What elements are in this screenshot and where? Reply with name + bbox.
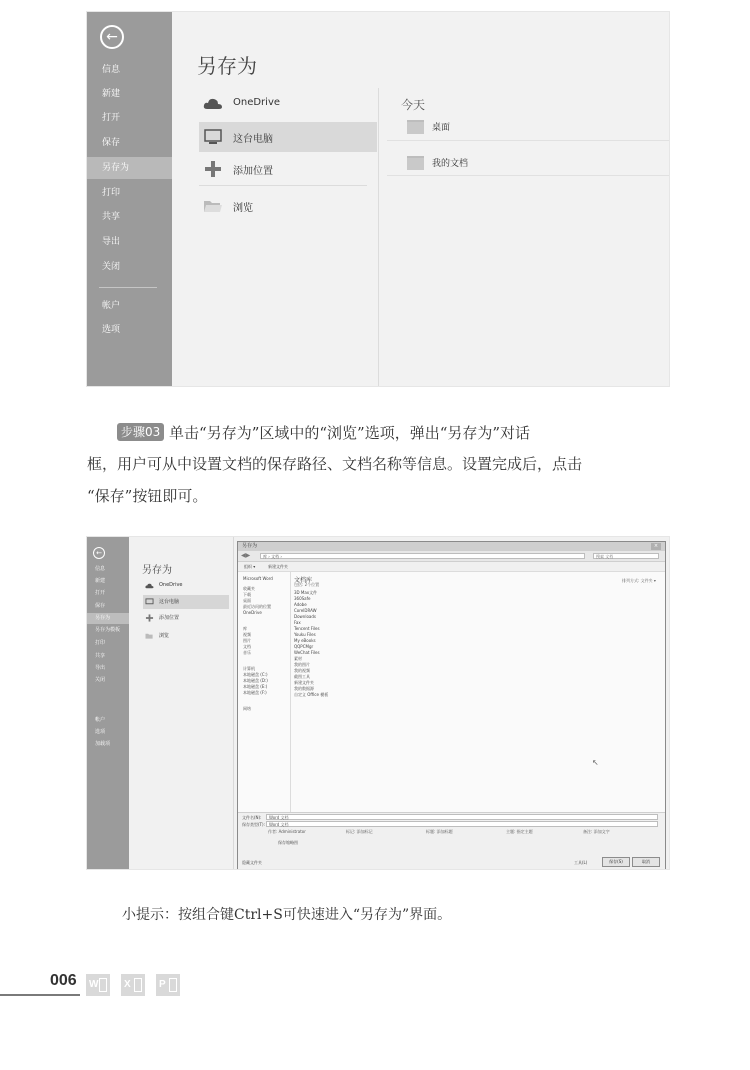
meta-tags[interactable]: 标记: 添加标记 bbox=[346, 829, 373, 834]
place-label: 添加位置 bbox=[233, 166, 273, 177]
excel-icon: X bbox=[121, 974, 145, 996]
file-item[interactable]: CorelDRAW bbox=[294, 608, 317, 613]
menu-item[interactable]: 共享 bbox=[95, 653, 106, 659]
file-item[interactable]: 新建文件夹 bbox=[294, 680, 314, 685]
backstage-sidebar bbox=[87, 537, 129, 869]
dialog-title: 另存为 bbox=[238, 542, 665, 551]
place-label: 浏览 bbox=[233, 203, 253, 214]
file-item[interactable]: QQPCMgr bbox=[294, 644, 314, 649]
thumbnail-checkbox[interactable]: 保存缩略图 bbox=[278, 840, 298, 845]
nav-item[interactable]: 本地磁盘 (C:) bbox=[243, 672, 268, 677]
save-button[interactable]: 保存(S) bbox=[602, 857, 630, 867]
meta-author[interactable]: 作者: Administrator bbox=[268, 829, 306, 834]
menu-item-print[interactable]: 打印 bbox=[102, 188, 121, 198]
mouse-cursor-icon: ↖ bbox=[592, 758, 599, 767]
plus-icon bbox=[145, 614, 154, 622]
place-label: OneDrive bbox=[159, 582, 183, 588]
dialog-toolbar bbox=[238, 562, 665, 572]
place-label: 这台电脑 bbox=[159, 599, 180, 605]
place-onedrive[interactable] bbox=[199, 89, 377, 119]
nav-item[interactable]: 本地磁盘 (F:) bbox=[243, 690, 267, 695]
nav-item[interactable]: 本地磁盘 (E:) bbox=[243, 684, 268, 689]
backstage-screenshot-2 bbox=[86, 536, 670, 870]
menu-item[interactable]: 信息 bbox=[95, 566, 106, 572]
menu-item[interactable]: 另存为模板 bbox=[95, 627, 121, 633]
menu-item-info[interactable]: 信息 bbox=[102, 65, 121, 75]
nav-item[interactable]: 计算机 bbox=[243, 666, 255, 671]
file-item[interactable]: WeChat Files bbox=[294, 650, 320, 655]
computer-icon bbox=[145, 598, 154, 606]
arrow-left-circle-icon[interactable]: ← bbox=[100, 25, 124, 49]
address-path[interactable]: 库 › 文档 › bbox=[260, 553, 585, 559]
address-bar bbox=[238, 551, 665, 562]
nav-item[interactable]: 视频 bbox=[243, 632, 251, 637]
menu-item[interactable]: 新建 bbox=[95, 578, 106, 584]
step-paragraph-line-1 bbox=[87, 418, 669, 448]
file-item[interactable]: 我的图片 bbox=[294, 662, 310, 667]
meta-subject[interactable]: 主题: 指定主题 bbox=[506, 829, 533, 834]
file-item[interactable]: 截图工具 bbox=[294, 674, 310, 679]
filename-input[interactable]: Word 文档 bbox=[266, 814, 658, 820]
panel-divider bbox=[233, 537, 234, 869]
menu-item[interactable]: 导出 bbox=[95, 665, 106, 671]
place-browse[interactable] bbox=[143, 629, 229, 643]
folder-icon bbox=[407, 120, 424, 134]
save-as-dialog bbox=[237, 541, 666, 870]
menu-item[interactable]: 关闭 bbox=[95, 677, 106, 683]
computer-icon bbox=[203, 128, 223, 146]
meta-title[interactable]: 标题: 添加标题 bbox=[426, 829, 453, 834]
navigation-pane bbox=[238, 572, 291, 812]
word-icon: W bbox=[86, 974, 110, 996]
menu-item[interactable]: 打开 bbox=[95, 590, 106, 596]
organize-button[interactable]: 组织 ▾ bbox=[244, 564, 256, 569]
places-divider bbox=[199, 185, 367, 186]
file-item[interactable]: 素材 bbox=[294, 656, 302, 661]
close-icon[interactable]: × bbox=[651, 543, 661, 550]
file-item[interactable]: Downloads bbox=[294, 614, 316, 619]
page-title: 另存为 bbox=[142, 565, 172, 576]
backstage-screenshot-1 bbox=[86, 11, 670, 387]
file-list bbox=[292, 572, 662, 812]
nav-item[interactable]: Microsoft Word bbox=[243, 576, 273, 581]
file-item[interactable]: 360Safe bbox=[294, 596, 311, 601]
place-add-location[interactable] bbox=[199, 154, 377, 184]
save-form bbox=[238, 812, 665, 870]
type-select[interactable]: Word 文档 bbox=[266, 821, 658, 827]
menu-item[interactable]: 加载项 bbox=[95, 741, 111, 747]
menu-item-options[interactable]: 选项 bbox=[102, 325, 121, 335]
plus-icon bbox=[203, 160, 223, 178]
step-paragraph-line-2: 框，用户可从中设置文档的保存路径、文档名称等信息。设置完成后，点击 bbox=[87, 455, 583, 473]
place-this-pc[interactable] bbox=[199, 122, 377, 152]
menu-item[interactable]: 帐户 bbox=[95, 717, 106, 723]
paragraph-text: 单击“另存为”区域中的“浏览”选项，弹出“另存为”对话 bbox=[164, 424, 531, 442]
menu-item-save[interactable]: 保存 bbox=[102, 138, 121, 148]
menu-divider bbox=[99, 287, 157, 288]
nav-item[interactable]: 收藏夹 bbox=[243, 586, 255, 591]
step-paragraph-line-3: “保存”按钮即可。 bbox=[87, 487, 208, 505]
powerpoint-icon: P bbox=[156, 974, 180, 996]
place-onedrive[interactable] bbox=[143, 579, 229, 593]
nav-item[interactable]: 桌面 bbox=[243, 598, 251, 603]
library-title: 文档库 bbox=[294, 577, 313, 584]
file-item[interactable]: 自定义 Office 模板 bbox=[294, 692, 329, 697]
menu-item-save-as[interactable]: 另存为 bbox=[87, 613, 129, 624]
tools-dropdown[interactable]: 工具(L) bbox=[574, 860, 588, 865]
nav-item[interactable]: OneDrive bbox=[243, 610, 262, 615]
file-item[interactable]: 我的数据源 bbox=[294, 686, 314, 691]
place-add-location[interactable] bbox=[143, 611, 229, 625]
menu-item-close[interactable]: 关闭 bbox=[102, 262, 121, 272]
menu-item[interactable]: 保存 bbox=[95, 603, 106, 609]
place-label: 添加位置 bbox=[159, 615, 180, 621]
cloud-icon bbox=[145, 582, 154, 590]
place-this-pc[interactable] bbox=[143, 595, 229, 609]
search-input[interactable]: 搜索 文档 bbox=[593, 553, 659, 559]
page-title: 另存为 bbox=[197, 54, 257, 78]
cancel-button[interactable]: 取消 bbox=[632, 857, 660, 867]
recent-heading: 今天 bbox=[401, 98, 426, 112]
meta-comments[interactable]: 备注: 添加文字 bbox=[583, 829, 610, 834]
place-label: OneDrive bbox=[233, 97, 281, 108]
place-label: 这台电脑 bbox=[233, 134, 273, 145]
file-item[interactable]: Tencent Files bbox=[294, 626, 320, 631]
row-divider bbox=[387, 175, 669, 176]
type-label: 保存类型(T): bbox=[242, 822, 265, 827]
new-folder-button[interactable]: 新建文件夹 bbox=[268, 564, 288, 569]
page-rule bbox=[0, 994, 80, 996]
file-item[interactable]: My eBooks bbox=[294, 638, 316, 643]
menu-item-new[interactable]: 新建 bbox=[102, 89, 121, 99]
arrange-by[interactable]: 排列方式: 文件夹 ▾ bbox=[622, 578, 656, 583]
place-browse[interactable] bbox=[199, 191, 377, 221]
menu-item-open[interactable]: 打开 bbox=[102, 113, 121, 123]
row-divider bbox=[387, 140, 669, 141]
folder-icon bbox=[407, 156, 424, 170]
menu-item-account[interactable]: 帐户 bbox=[102, 301, 121, 311]
menu-item-export[interactable]: 导出 bbox=[102, 237, 121, 247]
place-label: 浏览 bbox=[159, 633, 170, 639]
file-item[interactable]: 我的视频 bbox=[294, 668, 310, 673]
nav-item[interactable]: 音乐 bbox=[243, 650, 251, 655]
menu-item[interactable]: 选项 bbox=[95, 729, 106, 735]
file-item[interactable]: Youku Files bbox=[294, 632, 316, 637]
nav-item[interactable]: 网络 bbox=[243, 706, 251, 711]
hide-folders-toggle[interactable]: 隐藏文件夹 bbox=[242, 860, 262, 865]
nav-item[interactable]: 本地磁盘 (D:) bbox=[243, 678, 268, 683]
panel-divider bbox=[378, 88, 379, 386]
filename-label: 文件名(N): bbox=[242, 815, 262, 820]
page-number: 006 bbox=[50, 972, 77, 989]
menu-item-save-as[interactable]: 另存为 bbox=[87, 157, 172, 179]
back-forward-icon[interactable]: ◀▶ bbox=[241, 552, 251, 559]
folder-open-icon bbox=[145, 632, 154, 640]
nav-item[interactable]: 下载 bbox=[243, 592, 251, 597]
cloud-icon bbox=[203, 95, 223, 113]
arrow-left-circle-icon[interactable]: ← bbox=[93, 547, 105, 559]
folder-documents[interactable]: 我的文档 bbox=[432, 159, 469, 169]
nav-item[interactable]: 库 bbox=[243, 626, 247, 631]
nav-item[interactable]: 最近访问的位置 bbox=[243, 604, 271, 609]
library-subtitle: 包括: 2个位置 bbox=[294, 582, 320, 587]
nav-item[interactable]: 图片 bbox=[243, 638, 251, 643]
menu-item-share[interactable]: 共享 bbox=[102, 212, 121, 222]
backstage-sidebar bbox=[87, 12, 172, 386]
file-item[interactable]: 3D Max文件 bbox=[294, 590, 318, 595]
menu-item[interactable]: 打印 bbox=[95, 640, 106, 646]
folder-open-icon bbox=[203, 197, 223, 215]
step-badge: 步骤03 bbox=[117, 423, 164, 441]
file-item[interactable]: Adobe bbox=[294, 602, 307, 607]
folder-desktop[interactable]: 桌面 bbox=[432, 123, 451, 133]
tip-text: 小提示：按组合键Ctrl+S可快速进入“另存为”界面。 bbox=[122, 907, 452, 923]
file-item[interactable]: Fax bbox=[294, 620, 301, 625]
nav-item[interactable]: 文档 bbox=[243, 644, 251, 649]
